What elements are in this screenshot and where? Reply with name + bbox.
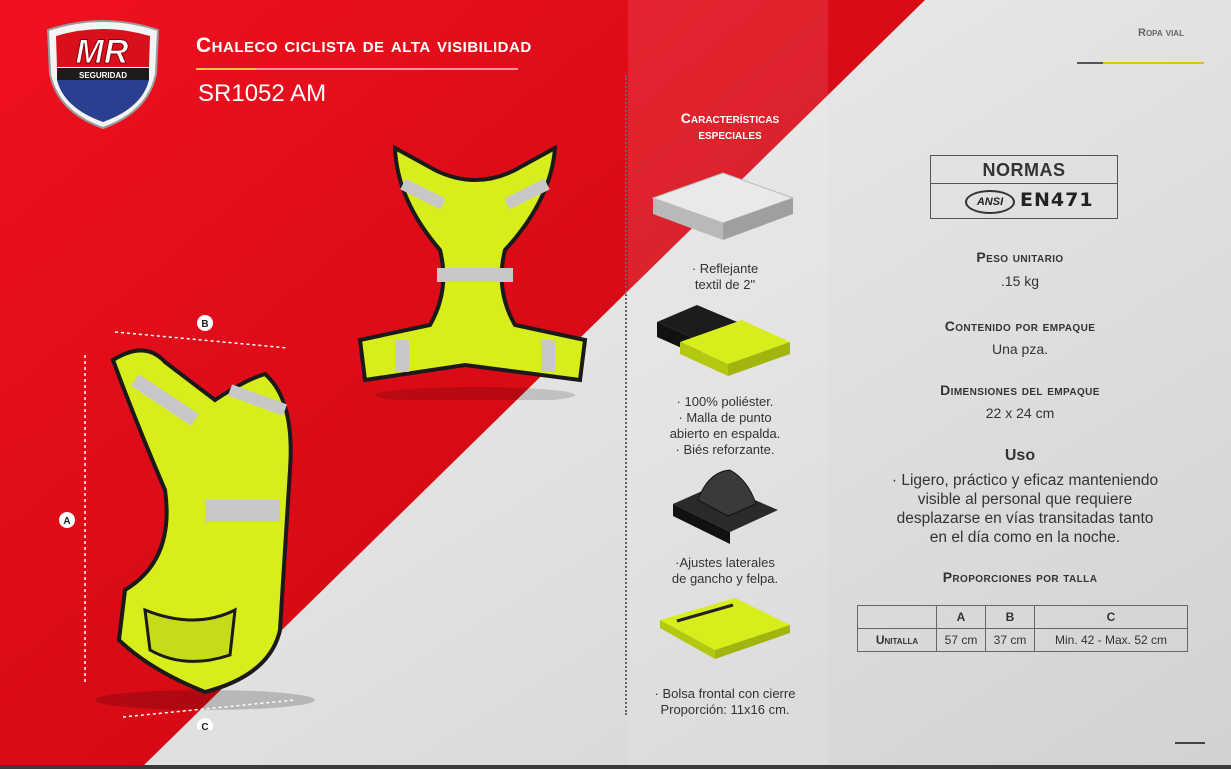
feature-line: · 100% poliéster.	[676, 394, 774, 409]
features-title	[640, 110, 820, 142]
mr-logo	[38, 12, 168, 132]
feature-line: Proporción: 11x16 cm.	[660, 702, 790, 717]
logo-subtext: SEGURIDAD	[78, 71, 128, 80]
contenido-value: Una pza.	[991, 341, 1049, 357]
feature-line: textil de 2"	[694, 277, 756, 292]
uso-line: desplazarse en vías transitadas tanto	[896, 510, 1154, 527]
hook-loop-icon	[668, 466, 783, 548]
size-table	[857, 605, 1188, 652]
contenido-label: Contenido por empaque	[944, 318, 1096, 334]
table-header-cell: B	[986, 606, 1035, 629]
category-rule	[1103, 62, 1204, 64]
zipper-pocket-icon	[655, 595, 795, 665]
feature-material-text	[625, 394, 825, 458]
vest-side-diagram	[55, 310, 315, 730]
category-rule-dark	[1077, 62, 1103, 64]
table-header-cell	[858, 606, 937, 629]
peso-value: .15 kg	[1000, 273, 1040, 289]
feature-pocket-text	[625, 686, 825, 718]
feature-line: ·Ajustes laterales	[675, 555, 775, 570]
table-cell: 37 cm	[986, 629, 1035, 652]
normas-label: NORMAS	[982, 160, 1066, 180]
dimension-label-a: A	[63, 516, 71, 527]
bottom-mark	[1175, 742, 1205, 744]
table-cell: Unitalla	[858, 629, 937, 652]
feature-line: de gancho y felpa.	[671, 571, 779, 586]
ansi-badge: ANSI	[965, 190, 1015, 214]
table-header-cell: C	[1035, 606, 1188, 629]
table-cell: Min. 42 - Max. 52 cm	[1035, 629, 1188, 652]
feature-line: · Malla de punto	[678, 410, 772, 425]
reflective-tape-icon	[648, 168, 798, 248]
feature-line: · Reflejante	[691, 261, 759, 276]
dimensiones-label: Dimensiones del empaque	[940, 382, 1100, 398]
uso-label: Uso	[1004, 447, 1036, 464]
features-title-line2: especiales	[698, 126, 762, 142]
feature-reflective-text	[625, 261, 825, 293]
norma-code: EN471	[1020, 189, 1094, 211]
feature-line: · Bolsa frontal con cierre	[654, 686, 796, 701]
uso-line: visible al personal que requiere	[917, 491, 1133, 508]
feature-adjust-text	[625, 555, 825, 587]
dimension-label-b: B	[201, 319, 209, 330]
product-title: Chaleco ciclista de alta visibilidad	[196, 34, 532, 57]
table-row	[858, 629, 1188, 652]
dimensiones-value: 22 x 24 cm	[985, 405, 1055, 421]
vest-front-image	[355, 140, 595, 400]
table-header-row	[858, 606, 1188, 629]
feature-line: abierto en espalda.	[669, 426, 781, 441]
product-code: SR1052 AM	[198, 80, 327, 107]
uso-description	[850, 471, 1200, 547]
normas-divider	[930, 183, 1118, 184]
proportions-title: Proporciones por talla	[942, 569, 1098, 585]
category-label: Ropa vial	[1138, 27, 1184, 39]
uso-line: en el día como en la noche.	[929, 529, 1121, 546]
peso-label: Peso unitario	[976, 249, 1064, 265]
bottom-bar	[0, 765, 1231, 769]
feature-line: · Biés reforzante.	[675, 442, 775, 457]
uso-line: · Ligero, práctico y eficaz manteniendo	[891, 472, 1159, 489]
table-cell: 57 cm	[937, 629, 986, 652]
dimension-label-c: C	[201, 722, 209, 730]
mesh-fabric-icon	[652, 302, 792, 382]
logo-text: MR	[75, 33, 129, 71]
features-title-line1: Características	[680, 110, 780, 126]
table-header-cell: A	[937, 606, 986, 629]
title-divider-accent	[196, 68, 256, 70]
